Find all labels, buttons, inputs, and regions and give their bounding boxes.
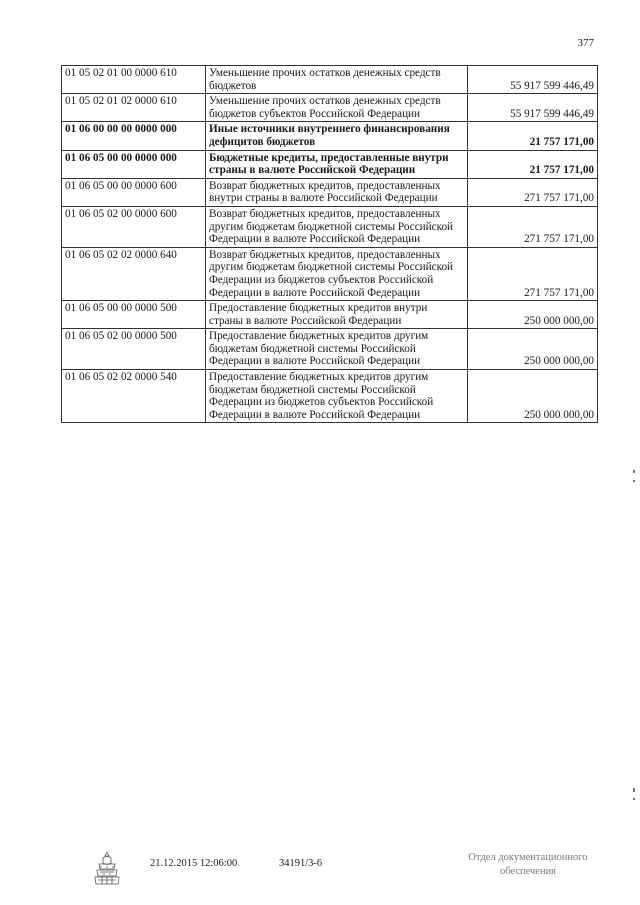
row-name: Возврат бюджетных кредитов, предоставленных другим бюджетам бюджетной системы Российской Федерации в валюте Российской Федерации xyxy=(206,206,468,247)
row-amount: 250 000 000,00 xyxy=(468,329,598,370)
row-amount: 55 917 599 446,49 xyxy=(468,94,598,122)
table-row xyxy=(62,370,598,423)
row-amount: 250 000 000,00 xyxy=(468,301,598,329)
table-row xyxy=(62,329,598,370)
row-name: Иные источники внутреннего финансирования дефицитов бюджетов xyxy=(206,122,468,150)
table-row xyxy=(62,94,598,122)
row-code: 01 06 05 02 02 0000 640 xyxy=(62,247,206,300)
table-row xyxy=(62,66,598,94)
row-code: 01 06 00 00 00 0000 000 xyxy=(62,122,206,150)
row-amount: 55 917 599 446,49 xyxy=(468,66,598,94)
table-row xyxy=(62,150,598,178)
row-amount: 21 757 171,00 xyxy=(468,122,598,150)
margin-mark xyxy=(633,798,635,800)
row-name: Предоставление бюджетных кредитов другим бюджетам бюджетной системы Российской Федерации из бюджетов субъектов Российской Федерации в валюте Российской Федерации xyxy=(206,370,468,423)
row-code: 01 06 05 00 00 0000 500 xyxy=(62,301,206,329)
margin-mark xyxy=(633,788,635,792)
row-amount: 21 757 171,00 xyxy=(468,150,598,178)
table-row xyxy=(62,301,598,329)
row-name: Возврат бюджетных кредитов, предоставленных внутри страны в валюте Российской Федерации xyxy=(206,178,468,206)
row-name: Возврат бюджетных кредитов, предоставленных другим бюджетам бюджетной системы Российской Федерации из бюджетов субъектов Российской Федерации в валюте Российской Федерации xyxy=(206,247,468,300)
row-code: 01 06 05 00 00 0000 000 xyxy=(62,150,206,178)
row-name: Уменьшение прочих остатков денежных средств бюджетов xyxy=(206,66,468,94)
budget-sources-table xyxy=(61,65,598,423)
row-name: Бюджетные кредиты, предоставленные внутри страны в валюте Российской Федерации xyxy=(206,150,468,178)
row-code: 01 06 05 00 00 0000 600 xyxy=(62,178,206,206)
footer-department: Отдел документационного обеспечения xyxy=(468,852,588,877)
margin-mark xyxy=(633,480,635,482)
footer-datetime: 21.12.2015 12:06:00 xyxy=(150,858,238,869)
row-amount: 250 000 000,00 xyxy=(468,370,598,423)
page-number: 377 xyxy=(577,37,594,49)
footer-doc-number: 34191/3-6 xyxy=(279,858,323,869)
row-name: Предоставление бюджетных кредитов внутри страны в валюте Российской Федерации xyxy=(206,301,468,329)
row-code: 01 05 02 01 00 0000 610 xyxy=(62,66,206,94)
row-name: Уменьшение прочих остатков денежных средств бюджетов субъектов Российской Федерации xyxy=(206,94,468,122)
table-row xyxy=(62,247,598,300)
row-name: Предоставление бюджетных кредитов другим бюджетам бюджетной системы Российской Федерации в валюте Российской Федерации xyxy=(206,329,468,370)
row-amount: 271 757 171,00 xyxy=(468,247,598,300)
row-code: 01 06 05 02 00 0000 500 xyxy=(62,329,206,370)
row-amount: 271 757 171,00 xyxy=(468,178,598,206)
table-row xyxy=(62,122,598,150)
row-code: 01 05 02 01 02 0000 610 xyxy=(62,94,206,122)
table-row xyxy=(62,178,598,206)
emblem-icon xyxy=(92,850,122,888)
margin-mark xyxy=(633,470,635,473)
row-code: 01 06 05 02 00 0000 600 xyxy=(62,206,206,247)
table-row xyxy=(62,206,598,247)
row-code: 01 06 05 02 02 0000 540 xyxy=(62,370,206,423)
row-amount: 271 757 171,00 xyxy=(468,206,598,247)
